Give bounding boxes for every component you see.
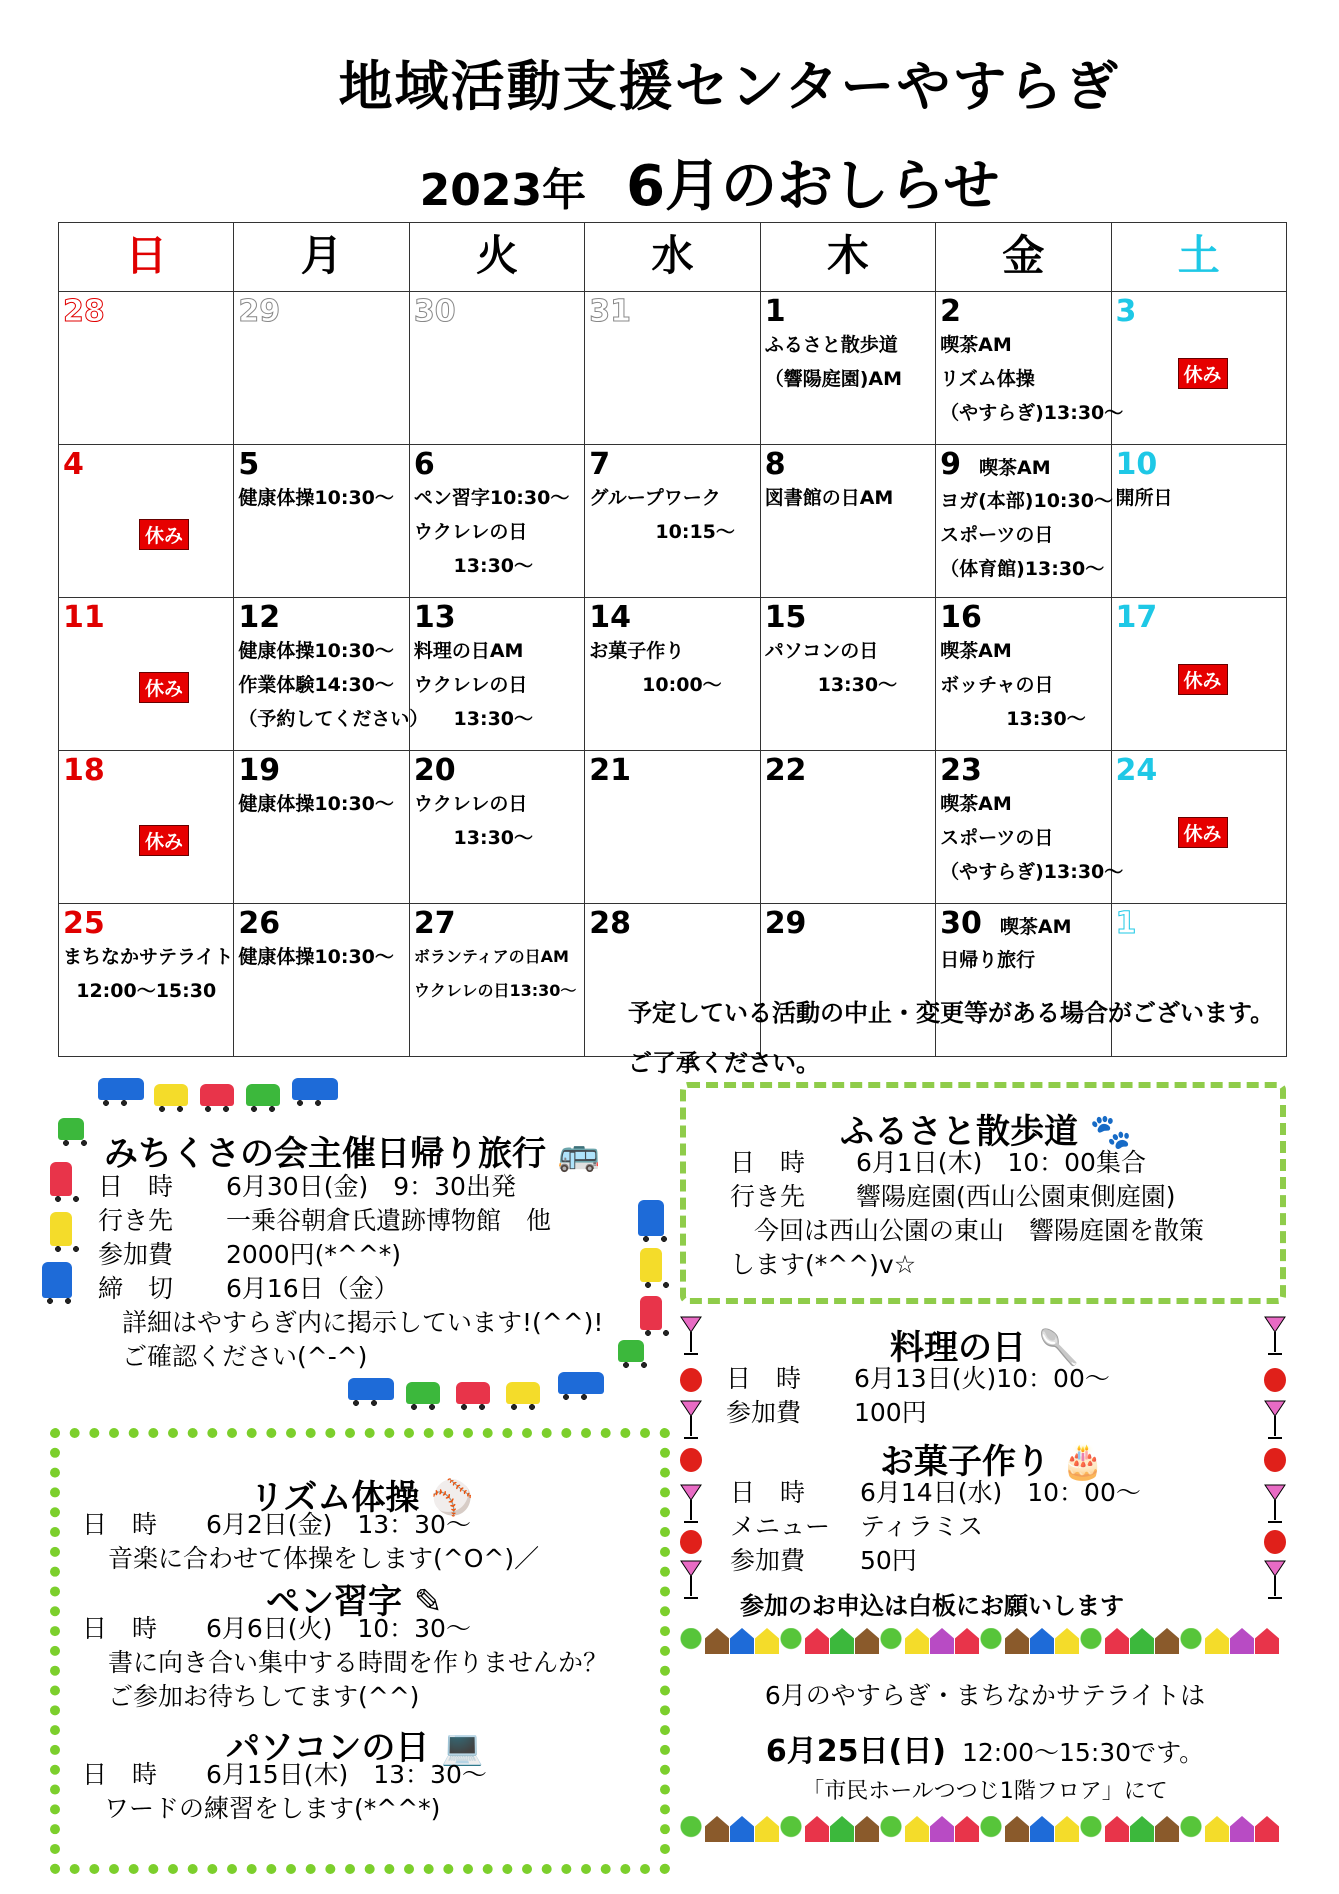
house-icon xyxy=(705,1816,729,1842)
rhythm-note: 音楽に合わせて体操をします(^O^)／ xyxy=(108,1544,540,1573)
detail-value: 6月16日（金） xyxy=(226,1274,399,1303)
day-number: 11 xyxy=(63,600,105,635)
tree-icon xyxy=(1080,1628,1102,1658)
event-text: 日帰り旅行 xyxy=(940,949,1036,971)
calendar-day xyxy=(59,751,234,904)
weekday-header: 金 xyxy=(936,223,1111,292)
detail-label: 締 切 xyxy=(98,1274,174,1303)
pc-details xyxy=(82,1758,487,1792)
day-number: 22 xyxy=(764,753,807,788)
pen-note: 書に向き合い集中する時間を作りませんか？ xyxy=(108,1648,609,1677)
calendar-day xyxy=(585,445,760,598)
rhythm-details xyxy=(82,1508,471,1542)
house-icon xyxy=(755,1628,779,1654)
day-number: 1 xyxy=(1115,906,1137,941)
day-number: 18 xyxy=(63,753,105,788)
trip-note: 詳細はやすらぎ内に掲示しています!(^^)! xyxy=(122,1308,604,1337)
calendar-day xyxy=(409,904,584,1057)
car-icon xyxy=(154,1084,188,1106)
closed-badge: 休み xyxy=(1178,358,1228,389)
rhythm-title: リズム体操 ⚾ xyxy=(250,1478,474,1518)
house-icon xyxy=(1205,1816,1229,1842)
day-number: 19 xyxy=(238,753,281,788)
house-icon xyxy=(805,1816,829,1842)
detail-value: 6月13日(火)10：00～ xyxy=(854,1364,1110,1393)
detail-label: 日 時 xyxy=(98,1172,174,1201)
event-text: ウクレレの日13:30～ xyxy=(413,981,577,1000)
day-number: 26 xyxy=(238,906,281,941)
satellite-date: 6月25日(日) 12:00～15:30です。 xyxy=(765,1734,1205,1769)
calendar-day xyxy=(234,904,409,1057)
calendar-day xyxy=(936,445,1111,598)
calendar-day xyxy=(59,598,234,751)
page-title: 地域活動支援センターやすらぎ xyxy=(338,55,1121,118)
day-number: 20 xyxy=(413,753,456,788)
event-text: 作業体験14:30～ xyxy=(238,674,394,696)
detail-value: 6月30日(金) 9：30出発 xyxy=(226,1172,516,1201)
house-icon xyxy=(1030,1628,1054,1654)
car-icon xyxy=(640,1248,662,1282)
house-icon xyxy=(1255,1816,1279,1842)
day-number: 1 xyxy=(764,294,786,329)
day-number: 30 xyxy=(413,294,456,329)
detail-value: 6月14日(水) 10：00～ xyxy=(860,1478,1141,1507)
detail-value: 6月2日(金) 13：30～ xyxy=(206,1510,471,1539)
car-icon xyxy=(98,1078,144,1100)
cocktail-glass-icon xyxy=(680,1560,702,1600)
weekday-header: 土 xyxy=(1111,223,1286,292)
event-text: 喫茶AM xyxy=(940,334,1012,356)
day-number: 6 xyxy=(413,447,435,482)
house-icon xyxy=(1055,1816,1079,1842)
day-number: 28 xyxy=(63,294,105,329)
event-text: まちなかサテライト xyxy=(63,946,234,968)
house-icon xyxy=(905,1816,929,1842)
cooking-details xyxy=(726,1362,1110,1430)
calendar-day xyxy=(585,751,760,904)
detail-value: 6月15日(木) 13：30～ xyxy=(206,1760,487,1789)
day-number: 7 xyxy=(589,447,611,482)
tree-icon xyxy=(780,1816,802,1846)
detail-value: ティラミス xyxy=(860,1512,984,1541)
cocktail-glass-icon xyxy=(680,1484,702,1524)
day-number: 25 xyxy=(63,906,105,941)
calendar-day xyxy=(760,598,935,751)
car-icon xyxy=(618,1340,644,1362)
event-text: パソコンの日 xyxy=(764,640,879,662)
cherry-icon xyxy=(1264,1448,1286,1472)
event-text: 喫茶AM xyxy=(999,916,1072,938)
day-number: 24 xyxy=(1115,753,1158,788)
calendar-day xyxy=(1111,445,1286,598)
house-icon xyxy=(730,1628,754,1654)
weekday-header: 木 xyxy=(760,223,935,292)
detail-label: 行き先 xyxy=(730,1182,806,1211)
trip-title: みちくさの会主催日帰り旅行 🚌 xyxy=(104,1134,601,1174)
closed-badge: 休み xyxy=(1178,817,1228,848)
house-icon xyxy=(1130,1816,1154,1842)
detail-value: 100円 xyxy=(854,1398,927,1427)
pen-details xyxy=(82,1612,471,1646)
calendar-day xyxy=(760,292,935,445)
cocktail-glass-icon xyxy=(1264,1400,1286,1440)
event-text: 健康体操10:30～ xyxy=(238,946,394,968)
detail-row xyxy=(82,1758,487,1792)
detail-value: 2000円(*^^*) xyxy=(226,1240,402,1269)
detail-row xyxy=(730,1476,1141,1510)
calendar-day xyxy=(585,598,760,751)
house-icon xyxy=(955,1816,979,1842)
day-number: 29 xyxy=(238,294,281,329)
weekday-header: 日 xyxy=(59,223,234,292)
detail-label: 日 時 xyxy=(730,1478,806,1507)
event-text: お菓子作り xyxy=(589,640,685,662)
calendar-day xyxy=(760,751,935,904)
detail-label: 参加費 xyxy=(730,1546,806,1575)
house-icon xyxy=(1005,1816,1029,1842)
house-icon xyxy=(1155,1816,1179,1842)
event-text: 図書館の日AM xyxy=(764,487,894,509)
detail-value: 一乗谷朝倉氏遺跡博物館 他 xyxy=(226,1206,552,1235)
notice xyxy=(628,988,1274,1088)
house-icon xyxy=(805,1628,829,1654)
detail-label: 日 時 xyxy=(82,1760,158,1789)
event-text: （やすらぎ)13:30～ xyxy=(940,861,1124,883)
car-icon xyxy=(50,1212,72,1246)
tree-icon xyxy=(980,1628,1002,1658)
detail-row xyxy=(98,1238,551,1272)
house-icon xyxy=(1155,1628,1179,1654)
calendar-day xyxy=(234,598,429,751)
house-icon xyxy=(1255,1628,1279,1654)
pen-title: ペン習字 ✎ xyxy=(266,1582,443,1622)
day-number: 9 喫茶AM xyxy=(940,447,1051,482)
detail-label: 参加費 xyxy=(98,1240,174,1269)
laptop-icon: 💻 xyxy=(441,1728,484,1768)
closed-badge: 休み xyxy=(139,825,189,856)
house-icon xyxy=(855,1628,879,1654)
closed-badge: 休み xyxy=(139,519,189,550)
satellite-line: 6月のやすらぎ・まちなかサテライトは xyxy=(764,1681,1206,1710)
car-icon xyxy=(246,1084,280,1106)
detail-label: 日 時 xyxy=(82,1614,158,1643)
detail-value: 響陽庭園(西山公園東側庭園) xyxy=(856,1182,1176,1211)
furusato-note: します(*^^)v☆ xyxy=(730,1250,917,1279)
day-number: 21 xyxy=(589,753,632,788)
house-icon xyxy=(955,1628,979,1654)
calendar-day xyxy=(1111,292,1286,445)
calendar-day xyxy=(59,904,234,1057)
closed-badge: 休み xyxy=(139,672,189,703)
tree-icon xyxy=(680,1816,702,1846)
calendar-day xyxy=(760,445,935,598)
detail-row xyxy=(98,1204,551,1238)
furusato-note: 今回は西山公園の東山 響陽庭園を散策 xyxy=(754,1216,1205,1245)
day-number: 31 xyxy=(589,294,632,329)
house-icon xyxy=(830,1816,854,1842)
house-icon xyxy=(1105,1628,1129,1654)
day-number: 2 xyxy=(940,294,961,329)
tree-icon xyxy=(880,1628,902,1658)
event-text: ボランティアの日AM xyxy=(413,947,569,966)
event-text: （予約してください） xyxy=(238,708,429,730)
tree-icon xyxy=(780,1628,802,1658)
event-text: （体育館)13:30～ xyxy=(940,558,1105,580)
day-number: 14 xyxy=(589,600,632,635)
tree-icon xyxy=(1180,1816,1202,1846)
day-number: 12 xyxy=(238,600,281,635)
detail-row xyxy=(726,1396,1110,1430)
detail-label: メニュー xyxy=(730,1512,831,1541)
day-number: 16 xyxy=(940,600,982,635)
day-number: 10 xyxy=(1115,447,1158,482)
event-text: 13:30～ xyxy=(764,674,898,696)
house-icon xyxy=(755,1816,779,1842)
cherry-icon xyxy=(680,1448,702,1472)
event-text: 料理の日AM xyxy=(413,640,524,662)
cocktail-glass-icon xyxy=(680,1400,702,1440)
notice-line: 予定している活動の中止・変更等がある場合がございます。 xyxy=(628,999,1275,1027)
calendar-day xyxy=(234,445,409,598)
notice-line: ご了承ください。 xyxy=(628,1049,820,1077)
detail-label: 日 時 xyxy=(82,1510,158,1539)
calendar-table xyxy=(58,222,1287,1057)
house-icon xyxy=(855,1816,879,1842)
detail-row xyxy=(730,1146,1176,1180)
cherry-icon xyxy=(1264,1530,1286,1554)
cooking-title: 料理の日 🥄 xyxy=(890,1328,1081,1368)
event-text: 10:00～ xyxy=(589,674,722,696)
event-text: スポーツの日 xyxy=(940,524,1054,546)
calendar-day xyxy=(409,751,584,904)
calendar-day xyxy=(409,292,584,445)
closed-badge: 休み xyxy=(1178,664,1228,695)
cocktail-glass-icon xyxy=(1264,1484,1286,1524)
event-text: 13:30～ xyxy=(413,555,534,577)
pen-icon: ✎ xyxy=(413,1582,443,1622)
year-label: 2023年 xyxy=(419,165,587,216)
detail-value: 6月1日(木) 10：00集合 xyxy=(856,1148,1146,1177)
house-icon xyxy=(1030,1816,1054,1842)
calendar-day xyxy=(234,751,409,904)
detail-label: 日 時 xyxy=(726,1364,802,1393)
furusato-details xyxy=(730,1146,1176,1214)
houses-decoration xyxy=(680,1812,1290,1848)
car-icon xyxy=(348,1378,394,1400)
cake-icon: 🎂 xyxy=(1061,1442,1105,1482)
event-text: リズム体操 xyxy=(940,368,1035,390)
detail-row xyxy=(730,1510,1141,1544)
event-text: ウクレレの日 xyxy=(413,793,528,815)
day-number: 13 xyxy=(413,600,456,635)
calendar-day xyxy=(59,445,234,598)
house-icon xyxy=(1230,1628,1254,1654)
calendar-day xyxy=(936,292,1124,445)
calendar-day xyxy=(1111,598,1286,751)
house-icon xyxy=(1230,1816,1254,1842)
house-icon xyxy=(1005,1628,1029,1654)
event-text: 健康体操10:30～ xyxy=(238,640,394,662)
satellite-place: 「市民ホールつつじ1階フロア」にて xyxy=(802,1779,1168,1804)
calendar-day xyxy=(409,598,584,751)
tree-icon xyxy=(980,1816,1002,1846)
event-text: ボッチャの日 xyxy=(940,674,1054,696)
page-subtitle xyxy=(40,142,1339,222)
detail-row xyxy=(98,1272,551,1306)
calendar-day xyxy=(1111,751,1286,904)
event-text: ウクレレの日 xyxy=(413,521,528,543)
event-text: 13:30～ xyxy=(940,708,1086,730)
sweets-details xyxy=(730,1476,1141,1578)
calendar-day xyxy=(409,445,584,598)
houses-decoration xyxy=(680,1624,1290,1660)
event-text: ふるさと散歩道 xyxy=(764,334,898,356)
pc-title: パソコンの日 💻 xyxy=(226,1728,484,1768)
day-number: 8 xyxy=(764,447,786,482)
house-icon xyxy=(830,1628,854,1654)
car-icon xyxy=(640,1296,662,1330)
pc-note: ワードの練習をします(*^^*) xyxy=(104,1794,441,1823)
day-number: 28 xyxy=(589,906,632,941)
cocktail-glass-icon xyxy=(1264,1316,1286,1356)
detail-row xyxy=(82,1508,471,1542)
weekday-header: 水 xyxy=(585,223,760,292)
car-icon xyxy=(58,1118,84,1140)
house-icon xyxy=(930,1628,954,1654)
car-icon xyxy=(200,1084,234,1106)
day-number: 29 xyxy=(764,906,807,941)
sweets-title: お菓子作り 🎂 xyxy=(880,1442,1105,1482)
event-text: 12:00～15:30 xyxy=(63,980,217,1002)
day-number: 5 xyxy=(238,447,260,482)
car-icon xyxy=(50,1162,72,1196)
calendar-day xyxy=(936,751,1124,904)
car-icon xyxy=(292,1078,338,1100)
bus-icon: 🚌 xyxy=(557,1134,601,1174)
event-text: 喫茶AM xyxy=(940,793,1012,815)
calendar-day xyxy=(936,598,1111,751)
event-text: 13:30～ xyxy=(413,827,534,849)
event-text: 13:30～ xyxy=(413,708,534,730)
tree-icon xyxy=(1080,1816,1102,1846)
event-text: スポーツの日 xyxy=(940,827,1054,849)
weekday-header: 月 xyxy=(234,223,409,292)
car-icon xyxy=(42,1262,72,1298)
day-number: 15 xyxy=(764,600,807,635)
detail-label: 参加費 xyxy=(726,1398,802,1427)
detail-value: 50円 xyxy=(860,1546,917,1575)
house-icon xyxy=(705,1628,729,1654)
cherry-icon xyxy=(680,1368,702,1392)
event-text: 健康体操10:30～ xyxy=(238,793,394,815)
cocktail-glass-icon xyxy=(680,1316,702,1356)
house-icon xyxy=(1130,1628,1154,1654)
car-icon xyxy=(558,1372,604,1394)
event-text: 10:15～ xyxy=(589,521,735,543)
house-icon xyxy=(905,1628,929,1654)
detail-label: 行き先 xyxy=(98,1206,174,1235)
event-text: （響陽庭園)AM xyxy=(764,368,902,390)
car-icon xyxy=(638,1200,664,1236)
house-icon xyxy=(1205,1628,1229,1654)
detail-row xyxy=(82,1612,471,1646)
event-text: 喫茶AM xyxy=(940,640,1012,662)
ladle-icon: 🥄 xyxy=(1037,1328,1081,1368)
car-icon xyxy=(456,1382,490,1404)
weekday-header: 火 xyxy=(409,223,584,292)
furusato-title: ふるさと散歩道 🐾 xyxy=(840,1112,1133,1152)
cherry-icon xyxy=(680,1530,702,1554)
calendar-day xyxy=(585,292,760,445)
event-text: 健康体操10:30～ xyxy=(238,487,394,509)
tree-icon xyxy=(1180,1628,1202,1658)
event-text: ウクレレの日 xyxy=(413,674,528,696)
event-text: グループワーク xyxy=(589,487,721,509)
house-icon xyxy=(1105,1816,1129,1842)
car-icon xyxy=(506,1382,540,1404)
detail-row xyxy=(730,1180,1176,1214)
detail-value: 6月6日(火) 10：30～ xyxy=(206,1614,471,1643)
trip-details xyxy=(98,1170,551,1306)
cherry-icon xyxy=(1264,1368,1286,1392)
day-number: 27 xyxy=(413,906,456,941)
event-text: 喫茶AM xyxy=(978,457,1051,479)
event-text: ペン習字10:30～ xyxy=(413,487,570,509)
tree-icon xyxy=(880,1816,902,1846)
cocktail-glass-icon xyxy=(1264,1560,1286,1600)
calendar-day xyxy=(234,292,409,445)
house-icon xyxy=(1055,1628,1079,1654)
paw-icon: 🐾 xyxy=(1089,1112,1133,1152)
tree-icon xyxy=(680,1628,702,1658)
day-number: 23 xyxy=(940,753,982,788)
event-text: ヨガ(本部)10:30～ xyxy=(940,490,1113,512)
detail-row xyxy=(98,1170,551,1204)
detail-row xyxy=(726,1362,1110,1396)
pen-note: ご参加お待ちしてます(^^) xyxy=(108,1682,420,1711)
car-icon xyxy=(406,1382,440,1404)
house-icon xyxy=(930,1816,954,1842)
trip-section xyxy=(58,1070,658,1410)
detail-row xyxy=(730,1544,1141,1578)
calendar-day xyxy=(59,292,234,445)
apply-note: 参加のお申込は白板にお願いします xyxy=(740,1592,1124,1620)
house-icon xyxy=(730,1816,754,1842)
ball-icon: ⚾ xyxy=(431,1478,474,1518)
day-number: 30 喫茶AM xyxy=(940,906,1072,941)
event-text: （やすらぎ)13:30～ xyxy=(940,402,1124,424)
day-number: 17 xyxy=(1115,600,1158,635)
month-title: 6月のおしらせ xyxy=(626,154,1000,219)
day-number: 4 xyxy=(63,447,84,482)
trip-note: ご確認ください(^-^) xyxy=(122,1342,368,1371)
detail-label: 日 時 xyxy=(730,1148,806,1177)
event-text: 開所日 xyxy=(1115,487,1173,509)
day-number: 3 xyxy=(1115,294,1137,329)
